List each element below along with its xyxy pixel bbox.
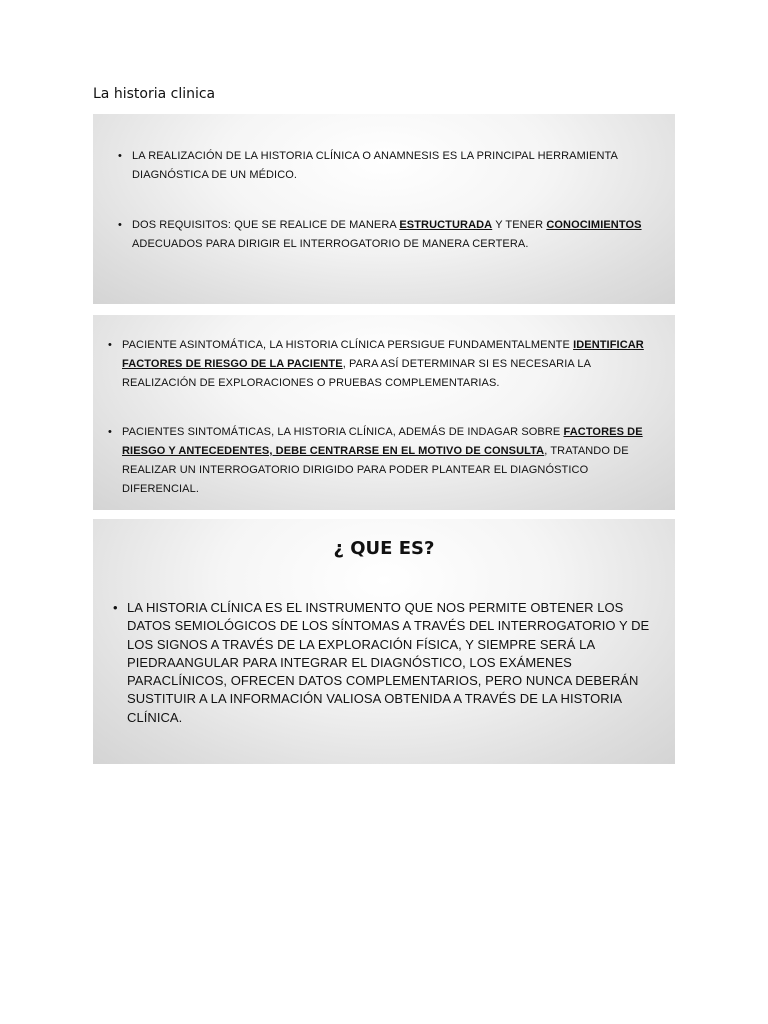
slide1-bullet-2-text	[132, 216, 658, 254]
slide1-bullet-1	[118, 147, 658, 185]
text-run: ADECUADOS PARA DIRIGIR EL INTERROGATORIO DE MANERA CERTERA.	[132, 238, 529, 250]
text-run: , PARA ASÍ DETERMINAR SI ES NECESARIA LA REALIZACIÓN DE EXPLORACIONES O PRUEBAS COMPLEMENTARIAS.	[122, 358, 591, 389]
slide-image-1	[93, 114, 675, 304]
document-title: La historia clinica	[93, 86, 216, 102]
slide-image-3	[93, 519, 675, 764]
underlined-term: FACTORES DE RIESGO Y ANTECEDENTES, DEBE CENTRARSE EN EL MOTIVO DE CONSULTA	[122, 426, 643, 457]
slide2-bullet-2-text	[122, 423, 664, 499]
slide2-bullet-2	[108, 423, 664, 499]
slide2-bullet-1	[108, 336, 664, 393]
text-run: , TRATANDO DE REALIZAR UN INTERROGATORIO DIRIGIDO PARA PODER PLANTEAR EL DIAGNÓSTICO DIFERENCIAL.	[122, 445, 629, 495]
underlined-term: CONOCIMIENTOS	[546, 219, 642, 231]
bullet-marker: •	[108, 339, 112, 351]
text-run: DOS REQUISITOS: QUE SE REALICE DE MANERA	[132, 219, 400, 231]
bullet-marker: •	[118, 150, 122, 162]
bullet-marker: •	[108, 426, 112, 438]
slide3-bullet-1	[113, 599, 658, 727]
slide3-bullet-1-text: LA HISTORIA CLÍNICA ES EL INSTRUMENTO QUE NOS PERMITE OBTENER LOS DATOS SEMIOLÓGICOS DE LOS SÍNTOMAS A TRAVÉS DEL INTERROGATORIO Y DE LOS SIGNOS A TRAVÉS DE LA EXPLORACIÓN FÍSICA, Y SIEMPRE SERÁ LA PIEDRAANGULAR PARA INTEGRAR EL DIAGNÓSTICO, LOS EXÁMENES PARACLÍNICOS, OFRECEN DATOS COMPLEMENTARIOS, PERO NUNCA DEBERÁN SUSTITUIR A LA INFORMACIÓN VALIOSA OBTENIDA A TRAVÉS DE LA HISTORIA CLÍNICA.	[127, 600, 650, 725]
text-run: PACIENTE ASINTOMÁTICA, LA HISTORIA CLÍNICA PERSIGUE FUNDAMENTALMENTE	[122, 339, 574, 351]
text-run: PACIENTES SINTOMÁTICAS, LA HISTORIA CLÍNICA, ADEMÁS DE INDAGAR SOBRE	[122, 426, 564, 438]
slide1-bullet-1-text: LA REALIZACIÓN DE LA HISTORIA CLÍNICA O ANAMNESIS ES LA PRINCIPAL HERRAMIENTA DIAGNÓSTICA DE UN MÉDICO.	[132, 150, 618, 181]
slide1-bullet-2	[118, 216, 658, 254]
underlined-term: IDENTIFICAR FACTORES DE RIESGO DE LA PACIENTE	[122, 339, 644, 370]
slide3-heading: ¿ QUE ES?	[333, 538, 435, 559]
bullet-marker: •	[118, 219, 122, 231]
underlined-term: ESTRUCTURADA	[399, 219, 493, 231]
bullet-marker: •	[113, 600, 118, 615]
slide2-bullet-1-text	[122, 336, 664, 393]
slide-image-2	[93, 315, 675, 510]
text-run: Y TENER	[492, 219, 547, 231]
